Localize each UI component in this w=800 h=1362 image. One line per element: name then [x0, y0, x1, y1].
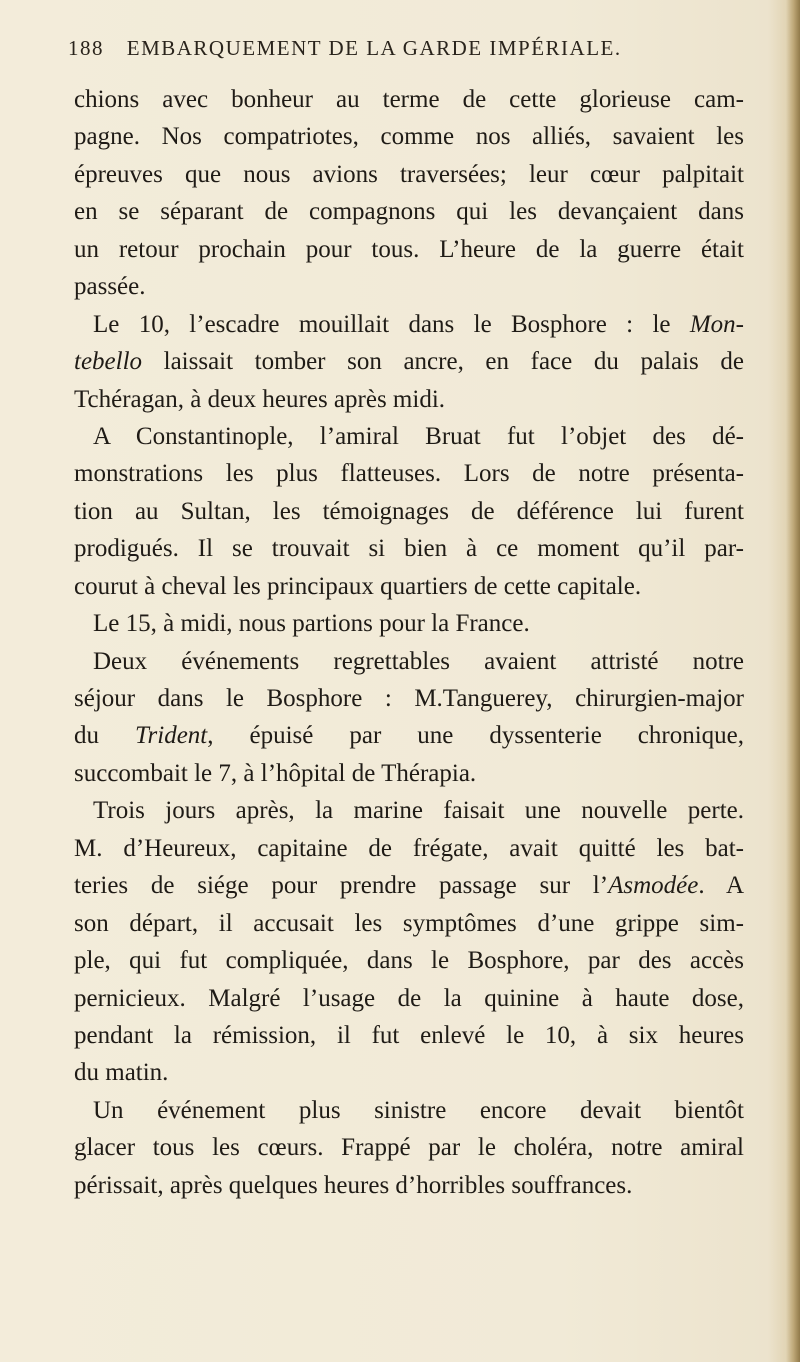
text-line: passée. [74, 273, 146, 301]
text-line: teries de siége pour prendre passage sur l’Asmodée. A [74, 872, 744, 900]
text-line: Un événement plus sinistre encore devait bientôt [93, 1096, 744, 1124]
text-line: Le 10, l’escadre mouillait dans le Bosphore : le Mon- [93, 310, 744, 338]
page-number: 188 [68, 36, 104, 60]
text-line: périssait, après quelques heures d’horribles souffrances. [74, 1171, 633, 1199]
text-line: du Trident, épuisé par une dyssenterie chronique, [74, 722, 745, 750]
text-line: M. d’Heureux, capitaine de frégate, avait quitté les bat- [74, 834, 744, 862]
text-line: du matin. [74, 1059, 169, 1087]
text-line: Tchéragan, à deux heures après midi. [74, 385, 446, 413]
text-line: courut à cheval les principaux quartiers de cette capitale. [74, 572, 642, 600]
text-line: chions avec bonheur au terme de cette glorieuse cam- [74, 86, 744, 113]
running-header [68, 36, 708, 66]
ship-name: Mon- [689, 310, 744, 338]
text-line: pendant la rémission, il fut enlevé le 10, à six heures [74, 1021, 744, 1049]
text-line: prodigués. Il se trouvait si bien à ce moment qu’il par- [74, 535, 744, 563]
text-line: tebello laissait tomber son ancre, en face du palais de [74, 348, 744, 376]
header-title: EMBARQUEMENT DE LA GARDE IMPÉRIALE. [126, 36, 622, 60]
text-line: Le 15, à midi, nous partions pour la France. [93, 610, 530, 638]
page-edge-shadow [786, 0, 800, 1362]
text-line: succombait le 7, à l’hôpital de Thérapia. [74, 759, 477, 787]
text-line: Trois jours après, la marine faisait une nouvelle perte. [93, 797, 744, 825]
ship-name: Trident [135, 722, 208, 750]
text-line: son départ, il accusait les symptômes d’une grippe sim- [74, 909, 744, 937]
text-line: Deux événements regrettables avaient attristé notre [93, 647, 744, 675]
text-line: A Constantinople, l’amiral Bruat fut l’objet des dé- [93, 422, 744, 450]
body-text [74, 81, 744, 1204]
text-line: tion au Sultan, les témoignages de déférence lui furent [74, 497, 744, 525]
text-line: épreuves que nous avions traversées; leur cœur palpitait [74, 160, 744, 188]
text-line: ple, qui fut compliquée, dans le Bosphore, par des accès [74, 947, 744, 975]
ship-name: tebello [74, 348, 143, 376]
text-line: glacer tous les cœurs. Frappé par le choléra, notre amiral [74, 1134, 744, 1162]
text-line: monstrations les plus flatteuses. Lors de notre présenta- [74, 460, 744, 488]
text-line: un retour prochain pour tous. L’heure de la guerre était [74, 235, 744, 263]
ship-name: Asmodée [608, 872, 699, 900]
text-line: pagne. Nos compatriotes, comme nos alliés, savaient les [74, 123, 744, 151]
text-line: séjour dans le Bosphore : M.Tanguerey, chirurgien-major [74, 685, 744, 712]
text-line: en se séparant de compagnons qui les devançaient dans [74, 198, 744, 226]
text-line: pernicieux. Malgré l’usage de la quinine à haute dose, [74, 984, 744, 1012]
